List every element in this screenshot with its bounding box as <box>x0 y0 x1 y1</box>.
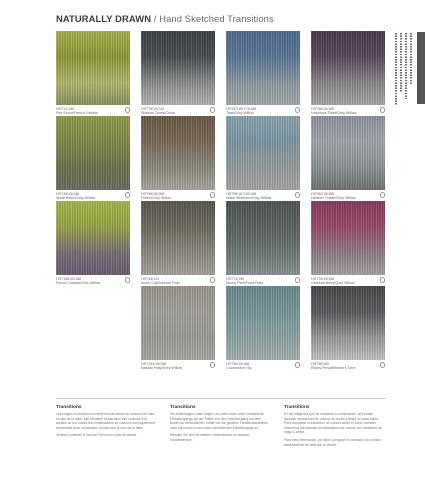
select-circle-icon[interactable] <box>380 277 386 283</box>
swatch-code: HST79/15/168 <box>311 276 335 281</box>
select-circle-icon[interactable] <box>125 192 131 198</box>
side-vertical-text <box>394 33 414 105</box>
select-circle-icon[interactable] <box>295 107 301 113</box>
swatch-code: HST96/15/168 <box>141 191 165 196</box>
swatch-code: HST158/15/168 <box>56 276 82 281</box>
swatch-image <box>226 31 300 105</box>
swatch-image <box>311 201 385 275</box>
swatch-name: Coconut/Ice Hip <box>226 365 252 370</box>
footer-column-german <box>170 405 270 446</box>
swatch-image <box>56 201 130 275</box>
swatch-image <box>141 286 215 360</box>
select-circle-icon[interactable] <box>295 362 301 368</box>
swatch-tile[interactable] <box>311 31 385 115</box>
swatch-name: Filbert/Grey Willow <box>141 195 172 200</box>
swatch-image <box>226 286 300 360</box>
swatch-tile[interactable] <box>311 286 385 370</box>
footer-column-spanish <box>284 405 384 450</box>
swatch-code: HST95/167/15/168 <box>226 191 257 196</box>
swatch-name: Pea Shoot/French Garden <box>56 110 98 115</box>
swatch-code: HST87/15/174/168 <box>226 106 257 111</box>
select-circle-icon[interactable] <box>125 107 131 113</box>
select-circle-icon[interactable] <box>210 107 216 113</box>
swatch-tile[interactable] <box>226 31 300 115</box>
select-circle-icon[interactable] <box>295 277 301 283</box>
swatch-image <box>141 116 215 190</box>
footer-column-french <box>56 405 156 441</box>
swatch-tile[interactable] <box>311 201 385 285</box>
select-circle-icon[interactable] <box>295 192 301 198</box>
swatch-code: HST78/15/742 <box>141 106 165 111</box>
swatch-name: Acorn Cap/Natural Putty <box>141 280 180 285</box>
swatch-image <box>141 201 215 275</box>
footer-heading: Transitions <box>170 405 196 410</box>
footer-paragraph: Les images ci-dessous montrent les transitions de couleurs de haut en bas de la dalle. Afin d'illustrer la transition des couleurs a la surface du sol, toutes les combinaisons de couleurs sont egalement presentees avec la transition du bas vers le haut de la dalle. <box>56 412 155 430</box>
select-circle-icon[interactable] <box>125 277 131 283</box>
footer-paragraph: Die Abbildungen unten zeigen von oben nach unten verlaufende Farbübergänge auf der Platte. Um den Farbübergang auf dem Boden zu verdeutlichen, bieten wir die gleichen Farbkombinationen auch mit unterem nach oben verlaufenden Farbübergang an. <box>170 412 269 430</box>
select-circle-icon[interactable] <box>380 192 386 198</box>
swatch-tile[interactable] <box>141 286 215 370</box>
swatch-code: HST74/159 <box>226 276 245 281</box>
swatch-tile[interactable] <box>226 286 300 370</box>
footer-heading: Transitions <box>284 405 310 410</box>
collection-subtitle: Hand Sketched Transitions <box>159 13 274 24</box>
swatch-image <box>226 201 300 275</box>
swatch-name: Hollyhock Tides/Grey Willow <box>311 110 357 115</box>
swatch-tile[interactable] <box>226 116 300 200</box>
select-circle-icon[interactable] <box>210 362 216 368</box>
swatch-name: Ebony Peru/Whitmer's Time <box>311 365 356 370</box>
swatch-tile[interactable] <box>226 201 300 285</box>
swatch-tile[interactable] <box>56 201 130 285</box>
swatch-image <box>311 31 385 105</box>
footer-paragraph: En las imágenes que se muestran a continuación, se pueden apreciar transiciones de colores de arriba a abajo en cada baldo. Para completar la transición de colores sobre el suelo, también ofrecemos las mismas combinaciones de colores con transición de abajo a arriba. <box>284 412 382 435</box>
footer-paragraph: Veuillez contacter le Service Client pour plus de details. <box>56 433 138 438</box>
swatch-image <box>141 31 215 105</box>
swatch-code: HST43/15/168 <box>56 191 80 196</box>
swatch-tile[interactable] <box>56 31 130 115</box>
swatch-code: HST14/155 <box>56 106 75 111</box>
swatch-name: Heather Thistle/Grey Willow <box>311 195 356 200</box>
swatch-name: Ebony Peru/Frost Feed <box>226 280 264 285</box>
select-circle-icon[interactable] <box>380 362 386 368</box>
swatch-tile[interactable] <box>56 116 130 200</box>
swatch-code: HST38/185 <box>311 361 330 366</box>
swatch-name: Shadow Tones/Cellar <box>141 110 175 115</box>
swatch-tile[interactable] <box>141 201 215 285</box>
footer-paragraph: Wenden Sie sich für weitere Informationen an unseren Kundenservice. <box>170 433 250 442</box>
swatch-image <box>311 286 385 360</box>
swatch-code: HST39/15/168 <box>226 361 250 366</box>
swatch-name: Cerebral Berry/Grey Willow <box>311 280 355 285</box>
swatch-code: HST62/15/168 <box>311 191 335 196</box>
page-title <box>56 13 274 24</box>
section-tab-marker <box>417 32 425 104</box>
swatch-name: Water Bedroom/Grey Willow <box>226 195 272 200</box>
swatch-tile[interactable] <box>141 31 215 115</box>
swatch-name: Tidal/Grey Willow <box>226 110 254 115</box>
swatch-name: Small Basin/Grey Willow <box>56 195 96 200</box>
footer-divider <box>56 398 386 399</box>
swatch-image <box>311 116 385 190</box>
swatch-image <box>56 116 130 190</box>
swatch-name: Natural Putty/Grey Willow <box>141 365 182 370</box>
select-circle-icon[interactable] <box>210 277 216 283</box>
swatch-code: HST58/15/168 <box>311 106 335 111</box>
select-circle-icon[interactable] <box>210 192 216 198</box>
swatch-name: French Garden/Grey Willow <box>56 280 101 285</box>
title-separator: / <box>153 13 157 24</box>
collection-name: NATURALLY DRAWN <box>56 13 152 24</box>
swatch-tile[interactable] <box>311 116 385 200</box>
footer-paragraph: Para más información, por favor, póngase en contacto con nuestro departamento de atención al cliente. <box>284 437 382 447</box>
swatch-code: HST94/144 <box>141 276 160 281</box>
swatch-image <box>56 31 130 105</box>
swatch-code: HST144/15/168 <box>141 361 167 366</box>
swatch-image <box>226 116 300 190</box>
select-circle-icon[interactable] <box>380 107 386 113</box>
swatch-tile[interactable] <box>141 116 215 200</box>
footer-heading: Transitions <box>56 405 82 410</box>
